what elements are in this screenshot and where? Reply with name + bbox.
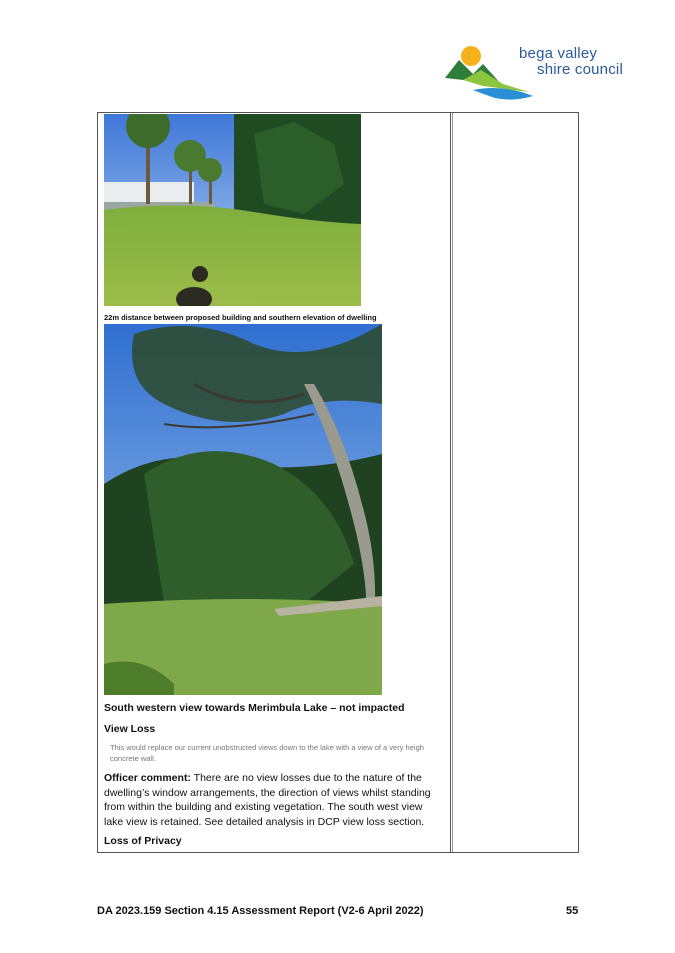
footer-page-number: 55 <box>566 905 579 917</box>
officer-comment-label: Officer comment: <box>104 772 191 784</box>
photo2-caption: South western view towards Merimbula Lake – not impacted <box>104 702 405 714</box>
logo-text-line1: bega valley <box>519 45 598 62</box>
column-divider-inner <box>452 113 453 852</box>
heading-view-loss: View Loss <box>104 723 156 735</box>
photo-lawn-palms <box>104 114 361 306</box>
assessment-table <box>97 112 579 853</box>
photo1-caption: 22m distance between proposed building and southern elevation of dwelling <box>104 313 377 322</box>
officer-comment <box>104 771 444 829</box>
footer-report-title: DA 2023.159 Section 4.15 Assessment Report (V2-6 April 2022) <box>97 905 424 917</box>
officer-comment-text: There are no view losses due to the nature of the dwelling’s window arrangements, the direction of views whilst standing from within the building and existing vegetation. The south west view lake view is retained. See detailed analysis in DCP view loss section. <box>104 772 431 828</box>
submission-quote: This would replace our current unobstructed views down to the lake with a view of a very heigh concrete wall. <box>110 743 424 763</box>
column-divider <box>450 113 451 852</box>
photo-tree-lake-view <box>104 324 382 695</box>
council-logo <box>443 40 628 104</box>
logo-text-line2: shire council <box>537 61 623 78</box>
heading-loss-of-privacy: Loss of Privacy <box>104 835 182 847</box>
